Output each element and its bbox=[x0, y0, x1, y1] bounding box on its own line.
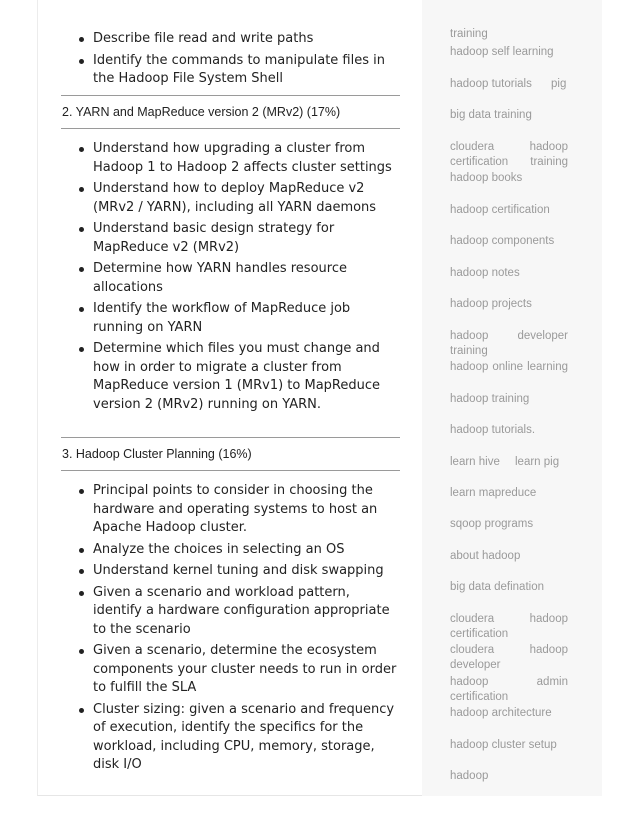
section-1-list bbox=[61, 30, 400, 89]
sidebar-tag-about-hadoop[interactable]: about hadoop bbox=[450, 550, 521, 562]
section-2-content bbox=[61, 140, 400, 414]
sidebar-tag-big-data-defination[interactable]: big data defination bbox=[450, 581, 544, 593]
labels-sidebar bbox=[422, 0, 602, 796]
sidebar-tag-cloudera-hadoop-certification[interactable]: cloudera hadoop certification bbox=[450, 613, 568, 640]
sidebar-tag-hadoop-notes[interactable]: hadoop notes bbox=[450, 267, 520, 279]
sidebar-tag-hadoop-self-learning[interactable]: hadoop self learning bbox=[450, 46, 554, 58]
section-3-content bbox=[61, 482, 400, 775]
sidebar-tag-hadoop-projects[interactable]: hadoop projects bbox=[450, 298, 532, 310]
sidebar-tag-hadoop-developer-training[interactable]: hadoop developer training bbox=[450, 330, 568, 357]
list-item: Determine which files you must change and how in order to migrate a cluster from MapReduce version 1 (MRv1) to MapReduce version 2 (MRv2) running on YARN. bbox=[61, 340, 400, 414]
section-2-list bbox=[61, 140, 400, 414]
sidebar-tag-hadoop-tutorials-dot[interactable]: hadoop tutorials. bbox=[450, 424, 536, 436]
list-item: Identify the workflow of MapReduce job running on YARN bbox=[61, 300, 400, 337]
sidebar-tag-hadoop[interactable]: hadoop bbox=[450, 770, 489, 782]
document-page bbox=[37, 0, 601, 796]
sidebar-tag-big-data-training[interactable]: big data training bbox=[450, 109, 532, 121]
section-2-heading: 2. YARN and MapReduce version 2 (MRv2) (17%) bbox=[61, 95, 400, 129]
list-item: Principal points to consider in choosing the hardware and operating systems to host an Apache Hadoop cluster. bbox=[61, 482, 400, 538]
list-item: Understand kernel tuning and disk swapping bbox=[61, 562, 400, 581]
list-item: Given a scenario, determine the ecosystem components your cluster needs to run in order to fulfill the SLA bbox=[61, 642, 400, 698]
sidebar-tag-learn-pig[interactable]: learn pig bbox=[515, 456, 560, 468]
sidebar-tag-hadoop-training[interactable]: hadoop training bbox=[450, 393, 530, 405]
list-item: Describe file read and write paths bbox=[61, 30, 400, 49]
sidebar-tag-hadoop-architecture[interactable]: hadoop architecture bbox=[450, 707, 552, 719]
sidebar-tag-hadoop-components[interactable]: hadoop components bbox=[450, 235, 555, 247]
section-1-content bbox=[61, 30, 400, 89]
sidebar-tag-hadoop-books[interactable]: hadoop books bbox=[450, 172, 523, 184]
sidebar-tag-learn-hive[interactable]: learn hive bbox=[450, 456, 500, 468]
sidebar-tag-training[interactable]: training bbox=[450, 28, 488, 40]
list-item: Cluster sizing: given a scenario and frequency of execution, identify the specifics for the workload, including CPU, memory, storage, disk I/O bbox=[61, 701, 400, 775]
sidebar-tag-learn-mapreduce[interactable]: learn mapreduce bbox=[450, 487, 537, 499]
section-3-heading: 3. Hadoop Cluster Planning (16%) bbox=[61, 437, 400, 471]
list-item: Understand how upgrading a cluster from Hadoop 1 to Hadoop 2 affects cluster settings bbox=[61, 140, 400, 177]
sidebar-tag-hadoop-cluster-setup[interactable]: hadoop cluster setup bbox=[450, 739, 557, 751]
list-item: Identify the commands to manipulate files in the Hadoop File System Shell bbox=[61, 52, 400, 89]
list-item: Understand how to deploy MapReduce v2 (MRv2 / YARN), including all YARN daemons bbox=[61, 180, 400, 217]
sidebar-tag-cloudera-hadoop-certification-training[interactable]: cloudera hadoop certification training bbox=[450, 141, 568, 168]
sidebar-tag-pig[interactable]: pig bbox=[551, 78, 567, 90]
sidebar-tag-sqoop-programs[interactable]: sqoop programs bbox=[450, 518, 534, 530]
list-item: Given a scenario and workload pattern, identify a hardware configuration appropriate to the scenario bbox=[61, 584, 400, 640]
list-item: Determine how YARN handles resource allocations bbox=[61, 260, 400, 297]
list-item: Analyze the choices in selecting an OS bbox=[61, 541, 400, 560]
sidebar-tag-cloudera-hadoop-developer[interactable]: cloudera hadoop developer bbox=[450, 644, 568, 671]
sidebar-tag-hadoop-admin-certification[interactable]: hadoop admin certification bbox=[450, 676, 568, 703]
sidebar-tag-hadoop-certification[interactable]: hadoop certification bbox=[450, 204, 550, 216]
list-item: Understand basic design strategy for MapReduce v2 (MRv2) bbox=[61, 220, 400, 257]
section-3-list bbox=[61, 482, 400, 775]
sidebar-tag-hadoop-online-learning[interactable]: hadoop online learning bbox=[450, 361, 568, 373]
sidebar-tag-hadoop-tutorials[interactable]: hadoop tutorials bbox=[450, 78, 532, 90]
